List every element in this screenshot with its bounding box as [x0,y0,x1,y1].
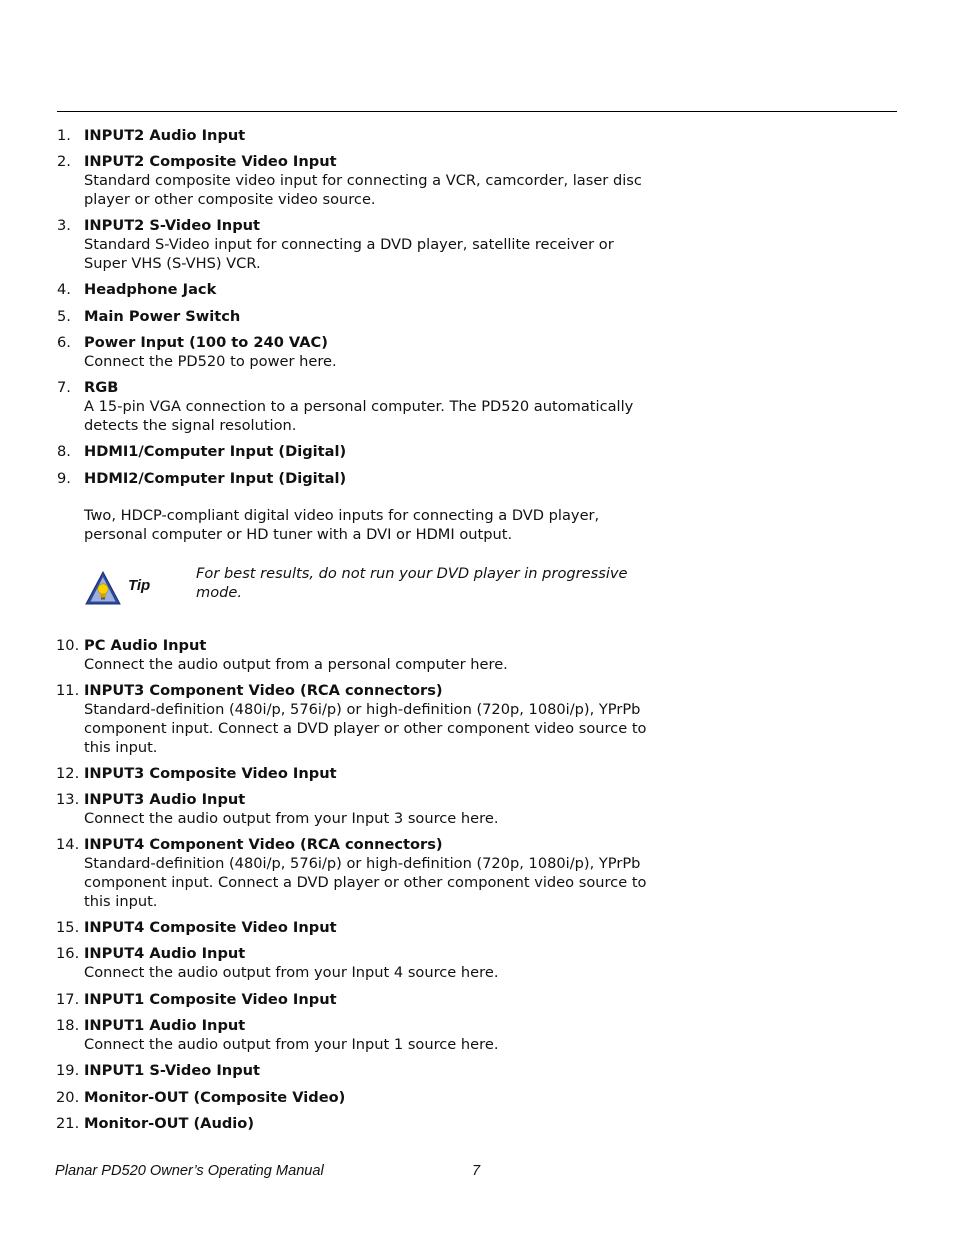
item-number: 4. [57,281,71,298]
item-number: 18. [56,1017,80,1034]
item-title: INPUT3 Audio Input [84,791,246,808]
item-title: INPUT3 Composite Video Input [84,765,337,782]
item-title: INPUT4 Composite Video Input [84,919,337,936]
item-number: 3. [57,217,71,234]
item-number: 13. [56,791,80,808]
item-number: 19. [56,1062,80,1079]
item-number: 21. [56,1115,80,1132]
item-number: 7. [57,379,71,396]
hdmi-description: Two, HDCP-compliant digital video inputs for connecting a DVD player, personal computer or HD tuner with a DVI or HDMI output. [84,507,600,543]
list-item [57,1114,657,1133]
item-description: Connect the audio output from your Input 4 source here. [84,964,499,981]
item-description: Standard composite video input for connecting a VCR, camcorder, laser disc player or other composite video source. [84,172,642,208]
item-title: INPUT1 Composite Video Input [84,991,337,1008]
item-title: Main Power Switch [84,308,241,325]
item-title: Monitor-OUT (Composite Video) [84,1089,346,1106]
item-description: Connect the audio output from your Input 3 source here. [84,810,499,827]
list-item [57,1061,657,1080]
list-item [57,442,657,461]
item-number: 2. [57,153,71,170]
item-title: PC Audio Input [84,637,207,654]
item-number: 5. [57,308,71,325]
item-number: 8. [57,443,71,460]
item-number: 1. [57,127,71,144]
item-title: Headphone Jack [84,281,217,298]
tip-label: Tip [128,577,151,594]
item-number: 20. [56,1089,80,1106]
item-title: INPUT3 Component Video (RCA connectors) [84,682,443,699]
list-item [57,307,657,326]
item-title: HDMI1/Computer Input (Digital) [84,443,347,460]
list-item [57,469,657,488]
item-number: 6. [57,334,71,351]
tip-text: For best results, do not run your DVD player in progressive mode. [196,565,628,601]
item-title: Monitor-OUT (Audio) [84,1115,254,1132]
item-number: 12. [56,765,80,782]
list-item [57,1088,657,1107]
list-item [57,333,657,371]
list-item [57,126,657,145]
list-item [57,681,657,757]
item-description: Standard S-Video input for connecting a DVD player, satellite receiver or Super VHS (S-VHS) VCR. [84,236,614,272]
item-title: INPUT2 Composite Video Input [84,153,337,170]
list-item [57,918,657,937]
item-title: Power Input (100 to 240 VAC) [84,334,328,351]
header-rule [57,111,897,112]
item-description: Standard-definition (480i/p, 576i/p) or high-definition (720p, 1080i/p), YPrPb component input. Connect a DVD player or other component video source to this input. [84,701,647,756]
item-title: INPUT2 Audio Input [84,127,246,144]
page-number: 7 [472,1163,481,1179]
item-description: Connect the audio output from your Input 1 source here. [84,1036,499,1053]
item-description: Connect the PD520 to power here. [84,353,337,370]
item-title: HDMI2/Computer Input (Digital) [84,470,347,487]
list-item [57,764,657,783]
list-item [57,1016,657,1054]
item-title: INPUT2 S-Video Input [84,217,261,234]
item-title: INPUT1 Audio Input [84,1017,246,1034]
item-number: 15. [56,919,80,936]
list-item [57,378,657,435]
item-title: INPUT1 S-Video Input [84,1062,261,1079]
list-item [57,790,657,828]
lightbulb-warning-icon [85,571,121,605]
item-description: A 15-pin VGA connection to a personal computer. The PD520 automatically detects the signal resolution. [84,398,634,434]
list-item [57,152,657,209]
item-title: INPUT4 Component Video (RCA connectors) [84,836,443,853]
item-number: 17. [56,991,80,1008]
item-description: Connect the audio output from a personal computer here. [84,656,508,673]
item-description: Standard-definition (480i/p, 576i/p) or high-definition (720p, 1080i/p), YPrPb component input. Connect a DVD player or other component video source to this input. [84,855,647,910]
list-item [57,944,657,982]
item-number: 16. [56,945,80,962]
list-item [57,990,657,1009]
item-number: 10. [56,637,80,654]
footer-title: Planar PD520 Owner’s Operating Manual [55,1163,324,1179]
item-number: 9. [57,470,71,487]
item-title: INPUT4 Audio Input [84,945,246,962]
list-item [57,280,657,299]
item-number: 14. [56,836,80,853]
list-item [57,636,657,674]
list-item [57,216,657,273]
list-item [57,835,657,911]
item-number: 11. [56,682,80,699]
item-title: RGB [84,379,119,396]
